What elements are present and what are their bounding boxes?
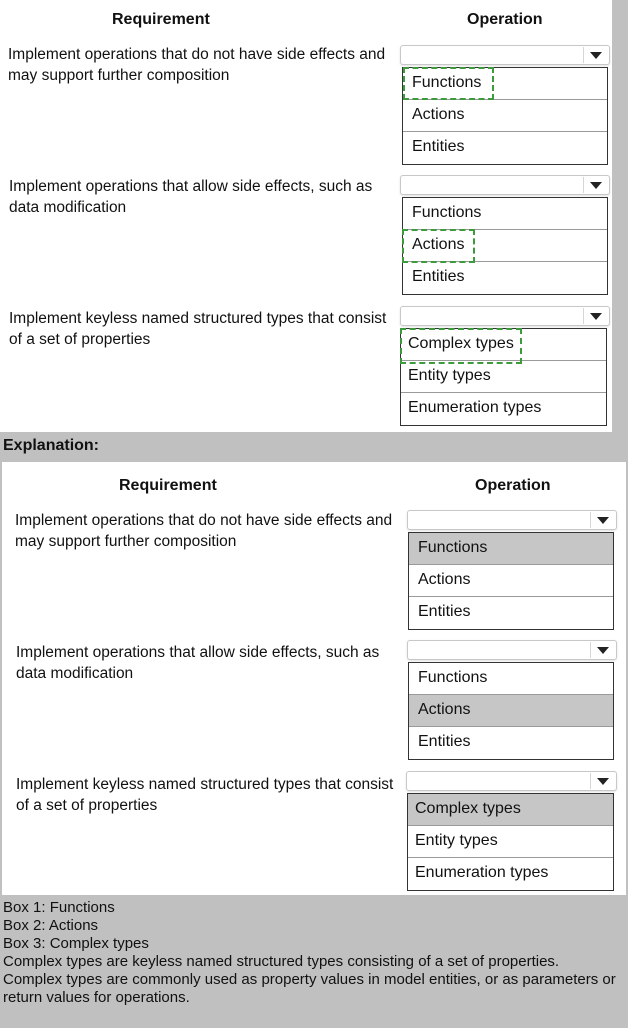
requirement-text-3: Implement keyless named structured types that consist of a set of properties — [9, 310, 387, 348]
requirement-text-2: Implement operations that allow side effects, such as data modification — [16, 644, 380, 682]
box3-answer: Box 3: Complex types — [3, 935, 149, 952]
explanation-label: Explanation: — [3, 437, 100, 454]
option-functions[interactable]: Functions — [409, 663, 613, 695]
answer-marker-3 — [400, 328, 522, 364]
option-actions[interactable]: Actions — [403, 100, 607, 132]
operation-dropdown-3[interactable] — [400, 306, 610, 326]
operation-header: Operation — [475, 477, 551, 494]
chevron-down-icon[interactable] — [583, 308, 608, 324]
chevron-down-icon[interactable] — [583, 47, 608, 63]
option-actions[interactable]: Actions — [403, 230, 607, 262]
operation-dropdown-2[interactable] — [407, 640, 617, 660]
chevron-down-icon[interactable] — [590, 642, 615, 658]
explanation-notes — [3, 899, 623, 1007]
operation-dropdown-3[interactable] — [406, 771, 617, 791]
requirement-header: Requirement — [112, 11, 210, 28]
requirement-text-2: Implement operations that allow side effects, such as data modification — [9, 178, 373, 216]
requirement-header: Requirement — [119, 477, 217, 494]
operation-list-3 — [407, 793, 614, 891]
chevron-down-icon[interactable] — [590, 512, 615, 528]
option-actions[interactable]: Actions — [409, 565, 613, 597]
operation-dropdown-2[interactable] — [400, 175, 610, 195]
option-entities[interactable]: Entities — [412, 138, 465, 155]
operation-dropdown-1[interactable] — [407, 510, 617, 530]
option-functions-selected[interactable]: Functions — [409, 533, 613, 565]
operation-dropdown-1[interactable] — [400, 45, 610, 65]
option-entity-types[interactable]: Entity types — [401, 361, 606, 393]
option-enumeration-types[interactable]: Enumeration types — [408, 399, 542, 416]
option-complex-types[interactable]: Complex types — [401, 329, 606, 361]
answer-panel — [2, 462, 626, 895]
question-panel — [0, 0, 612, 432]
explanation-line-2: Complex types are commonly used as property values in model entities, or as parameters or return values for operations. — [3, 971, 616, 1006]
option-enumeration-types[interactable]: Enumeration types — [415, 864, 549, 881]
explanation-line-1: Complex types are keyless named structured types consisting of a set of properties. — [3, 953, 560, 970]
answer-marker-2 — [402, 229, 475, 263]
requirement-text-1: Implement operations that do not have side effects and may support further composition — [15, 512, 393, 550]
requirement-text-3: Implement keyless named structured types that consist of a set of properties — [16, 776, 394, 814]
option-entities[interactable]: Entities — [418, 603, 471, 620]
chevron-down-icon[interactable] — [583, 177, 608, 193]
option-actions-selected[interactable]: Actions — [409, 695, 613, 727]
box1-answer: Box 1: Functions — [3, 899, 115, 916]
option-functions[interactable]: Functions — [403, 68, 607, 100]
option-entities[interactable]: Entities — [412, 268, 465, 285]
option-entity-types[interactable]: Entity types — [408, 826, 613, 858]
operation-list-2 — [408, 662, 614, 760]
box2-answer: Box 2: Actions — [3, 917, 99, 934]
answer-marker-1 — [403, 67, 494, 100]
chevron-down-icon[interactable] — [590, 773, 615, 789]
option-entities[interactable]: Entities — [418, 733, 471, 750]
option-complex-types-selected[interactable]: Complex types — [408, 794, 613, 826]
operation-header: Operation — [467, 11, 543, 28]
operation-list-1 — [408, 532, 614, 630]
option-functions[interactable]: Functions — [403, 198, 607, 230]
requirement-text-1: Implement operations that do not have side effects and may support further composition — [8, 46, 386, 84]
